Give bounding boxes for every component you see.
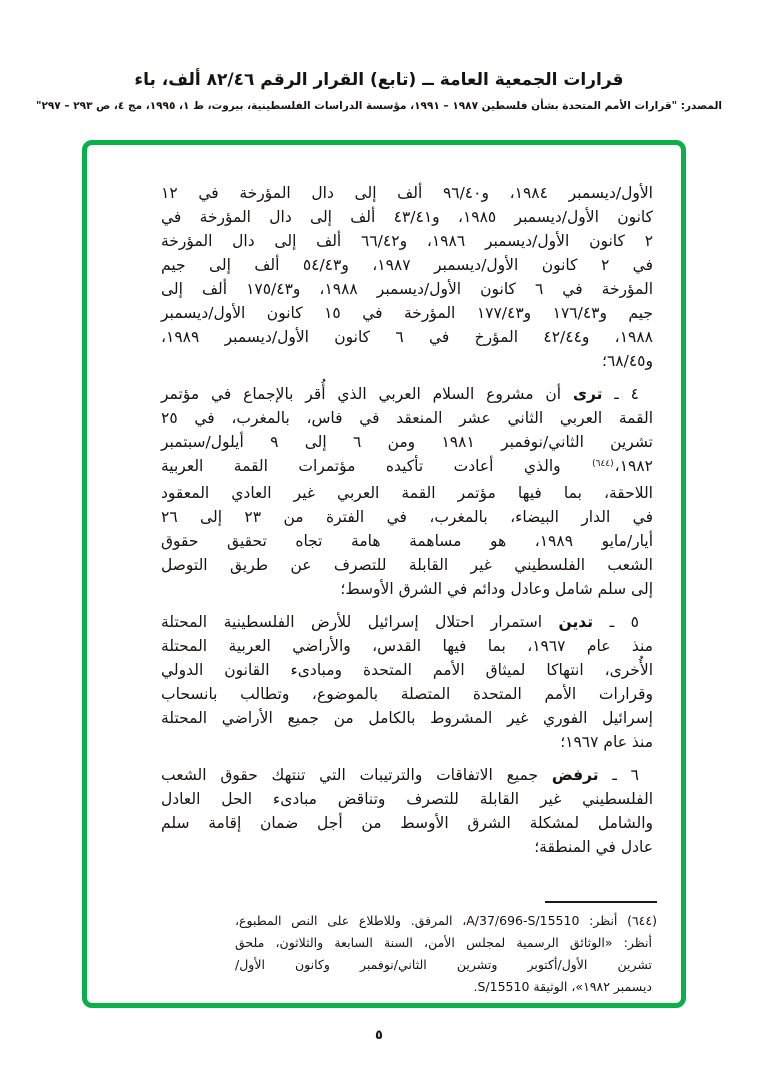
text-line — [161, 763, 653, 787]
text-line: الأُخرى، انتهاكا لميثاق الأمم المتحدة ومبادىء القانون الدولي — [161, 661, 653, 679]
item-text: استمرار احتلال إسرائيل للأرض الفلسطينية المحتلة — [161, 613, 559, 631]
text-line: اللاحقة، بما فيها مؤتمر القمة العربي غير العادي المعقود — [161, 484, 653, 502]
text-line: والشامل لمشكلة الشرق الأوسط من أجل ضمان إقامة سلم — [161, 814, 653, 832]
item-text: ١٩٨٢، — [614, 457, 653, 475]
text-line: ١٩٨٨، و٤٢/٤٤ المؤرخ في ٦ كانون الأول/ديسمبر ١٩٨٩، — [161, 328, 653, 346]
text-line: جيم و١٧٦/٤٣ و١٧٧/٤٣ المؤرخة في ١٥ كانون الأول/ديسمبر — [161, 304, 653, 322]
resolution-item-5 — [161, 610, 653, 754]
item-number: ٥ ـ — [593, 613, 639, 631]
source-line: المصدر: "قرارات الأمم المتحدة بشأن فلسطين ١٩٨٧ – ١٩٩١، مؤسسة الدراسات الفلسطينية، بيروت، ط ١، ١٩٩٥، مج ٤، ص ٢٩٣ – ٢٩٧" — [35, 100, 723, 112]
text-line — [161, 382, 653, 406]
text-line: تشرين الثاني/نوفمبر ١٩٨١ ومن ٦ إلى ٩ أيلول/سبتمبر — [161, 433, 653, 451]
text-line: الأول/ديسمبر ١٩٨٤، و٩٦/٤٠ ألف إلى دال المؤرخة في ١٢ — [161, 184, 653, 202]
footnote-line: أنظر: «الوثائق الرسمية لمجلس الأمن، السنة السابعة والثلاثون، ملحق — [235, 935, 652, 950]
document-frame — [82, 140, 686, 1008]
text-line: في ٢ كانون الأول/ديسمبر ١٩٨٧، و٥٤/٤٣ ألف إلى جيم — [161, 256, 653, 274]
text-line: الفلسطيني غير القابلة للتصرف وتناقض مبادىء الحل العادل — [161, 790, 653, 808]
text-line: إلى سلم شامل وعادل ودائم في الشرق الأوسط؛ — [340, 580, 653, 598]
text-line: عادل في المنطقة؛ — [534, 838, 653, 856]
text-line: ٢ كانون الأول/ديسمبر ١٩٨٦، و٦٦/٤٢ ألف إلى دال المؤرخة — [161, 232, 654, 250]
text-line — [161, 454, 653, 481]
item-lead: تدين — [558, 613, 594, 631]
text-line: إسرائيل الفوري غير المشروط بالكامل من جميع الأراضي المحتلة — [161, 709, 653, 727]
text-line: القمة العربي الثاني عشر المنعقد في فاس، بالمغرب، في ٢٥ — [161, 409, 653, 427]
text-line — [161, 610, 653, 634]
footnote-separator — [545, 901, 657, 903]
continuation-paragraph — [161, 181, 653, 373]
resolution-item-6 — [161, 763, 653, 859]
text-line: في الدار البيضاء، بالمغرب، في الفترة من ٢٣ إلى ٢٦ — [161, 508, 654, 526]
text-line: أيار/مايو ١٩٨٩، هو مساهمة هامة تجاه تحقيق حقوق — [161, 532, 654, 550]
item-number: ٤ ـ — [602, 385, 639, 403]
page-header — [30, 70, 728, 112]
item-number: ٦ ـ — [598, 766, 639, 784]
text-line: كانون الأول/ديسمبر ١٩٨٥، و٤٣/٤١ ألف إلى دال المؤرخة في — [161, 208, 653, 226]
text-content — [161, 181, 657, 998]
text-line: وقرارات الأمم المتحدة المتصلة بالموضوع، وتطالب بانسحاب — [161, 685, 653, 703]
item-text: أن مشروع السلام العربي الذي أُقر بالإجماع في مؤتمر — [161, 385, 573, 403]
item-lead: ترفض — [551, 766, 599, 784]
item-lead: ترى — [572, 385, 603, 403]
footnote-block — [235, 901, 657, 998]
text-line: و٦٨/٤٥؛ — [602, 352, 653, 370]
page-number: ٥ — [375, 1028, 383, 1043]
text-line: الشعب الفلسطيني غير القابلة للتصرف عن طريق التوصل — [161, 556, 653, 574]
footnote-line: ديسمبر ١٩٨٢»، الوثيقة S/15510. — [473, 979, 652, 994]
text-line: المؤرخة في ٦ كانون الأول/ديسمبر ١٩٨٨، و١٧٥/٤٣ ألف إلى — [161, 280, 654, 298]
resolution-item-4 — [161, 382, 653, 601]
text-line: منذ عام ١٩٦٧، بما فيها القدس، والأراضي العربية المحتلة — [161, 637, 653, 655]
footnote-marker: (٦٤٤) — [592, 459, 614, 469]
footnote-line: تشرين الأول/أكتوبر وتشرين الثاني/نوفمبر وكانون الأول/ — [235, 957, 652, 972]
item-text: جميع الاتفاقات والترتيبات التي تنتهك حقوق الشعب — [161, 766, 552, 784]
item-text: والذي أعادت تأكيده مؤتمرات القمة العربية — [161, 457, 592, 475]
footnote-line: (٦٤٤) أنظر: A/37/696-S/15510، المرفق. وللاطلاع على النص المطبوع، — [235, 913, 657, 928]
text-line: منذ عام ١٩٦٧؛ — [560, 733, 653, 751]
page-title: قرارات الجمعية العامة ــ (تابع) القرار الرقم ٨٢/٤٦ ألف، باء — [134, 70, 624, 90]
